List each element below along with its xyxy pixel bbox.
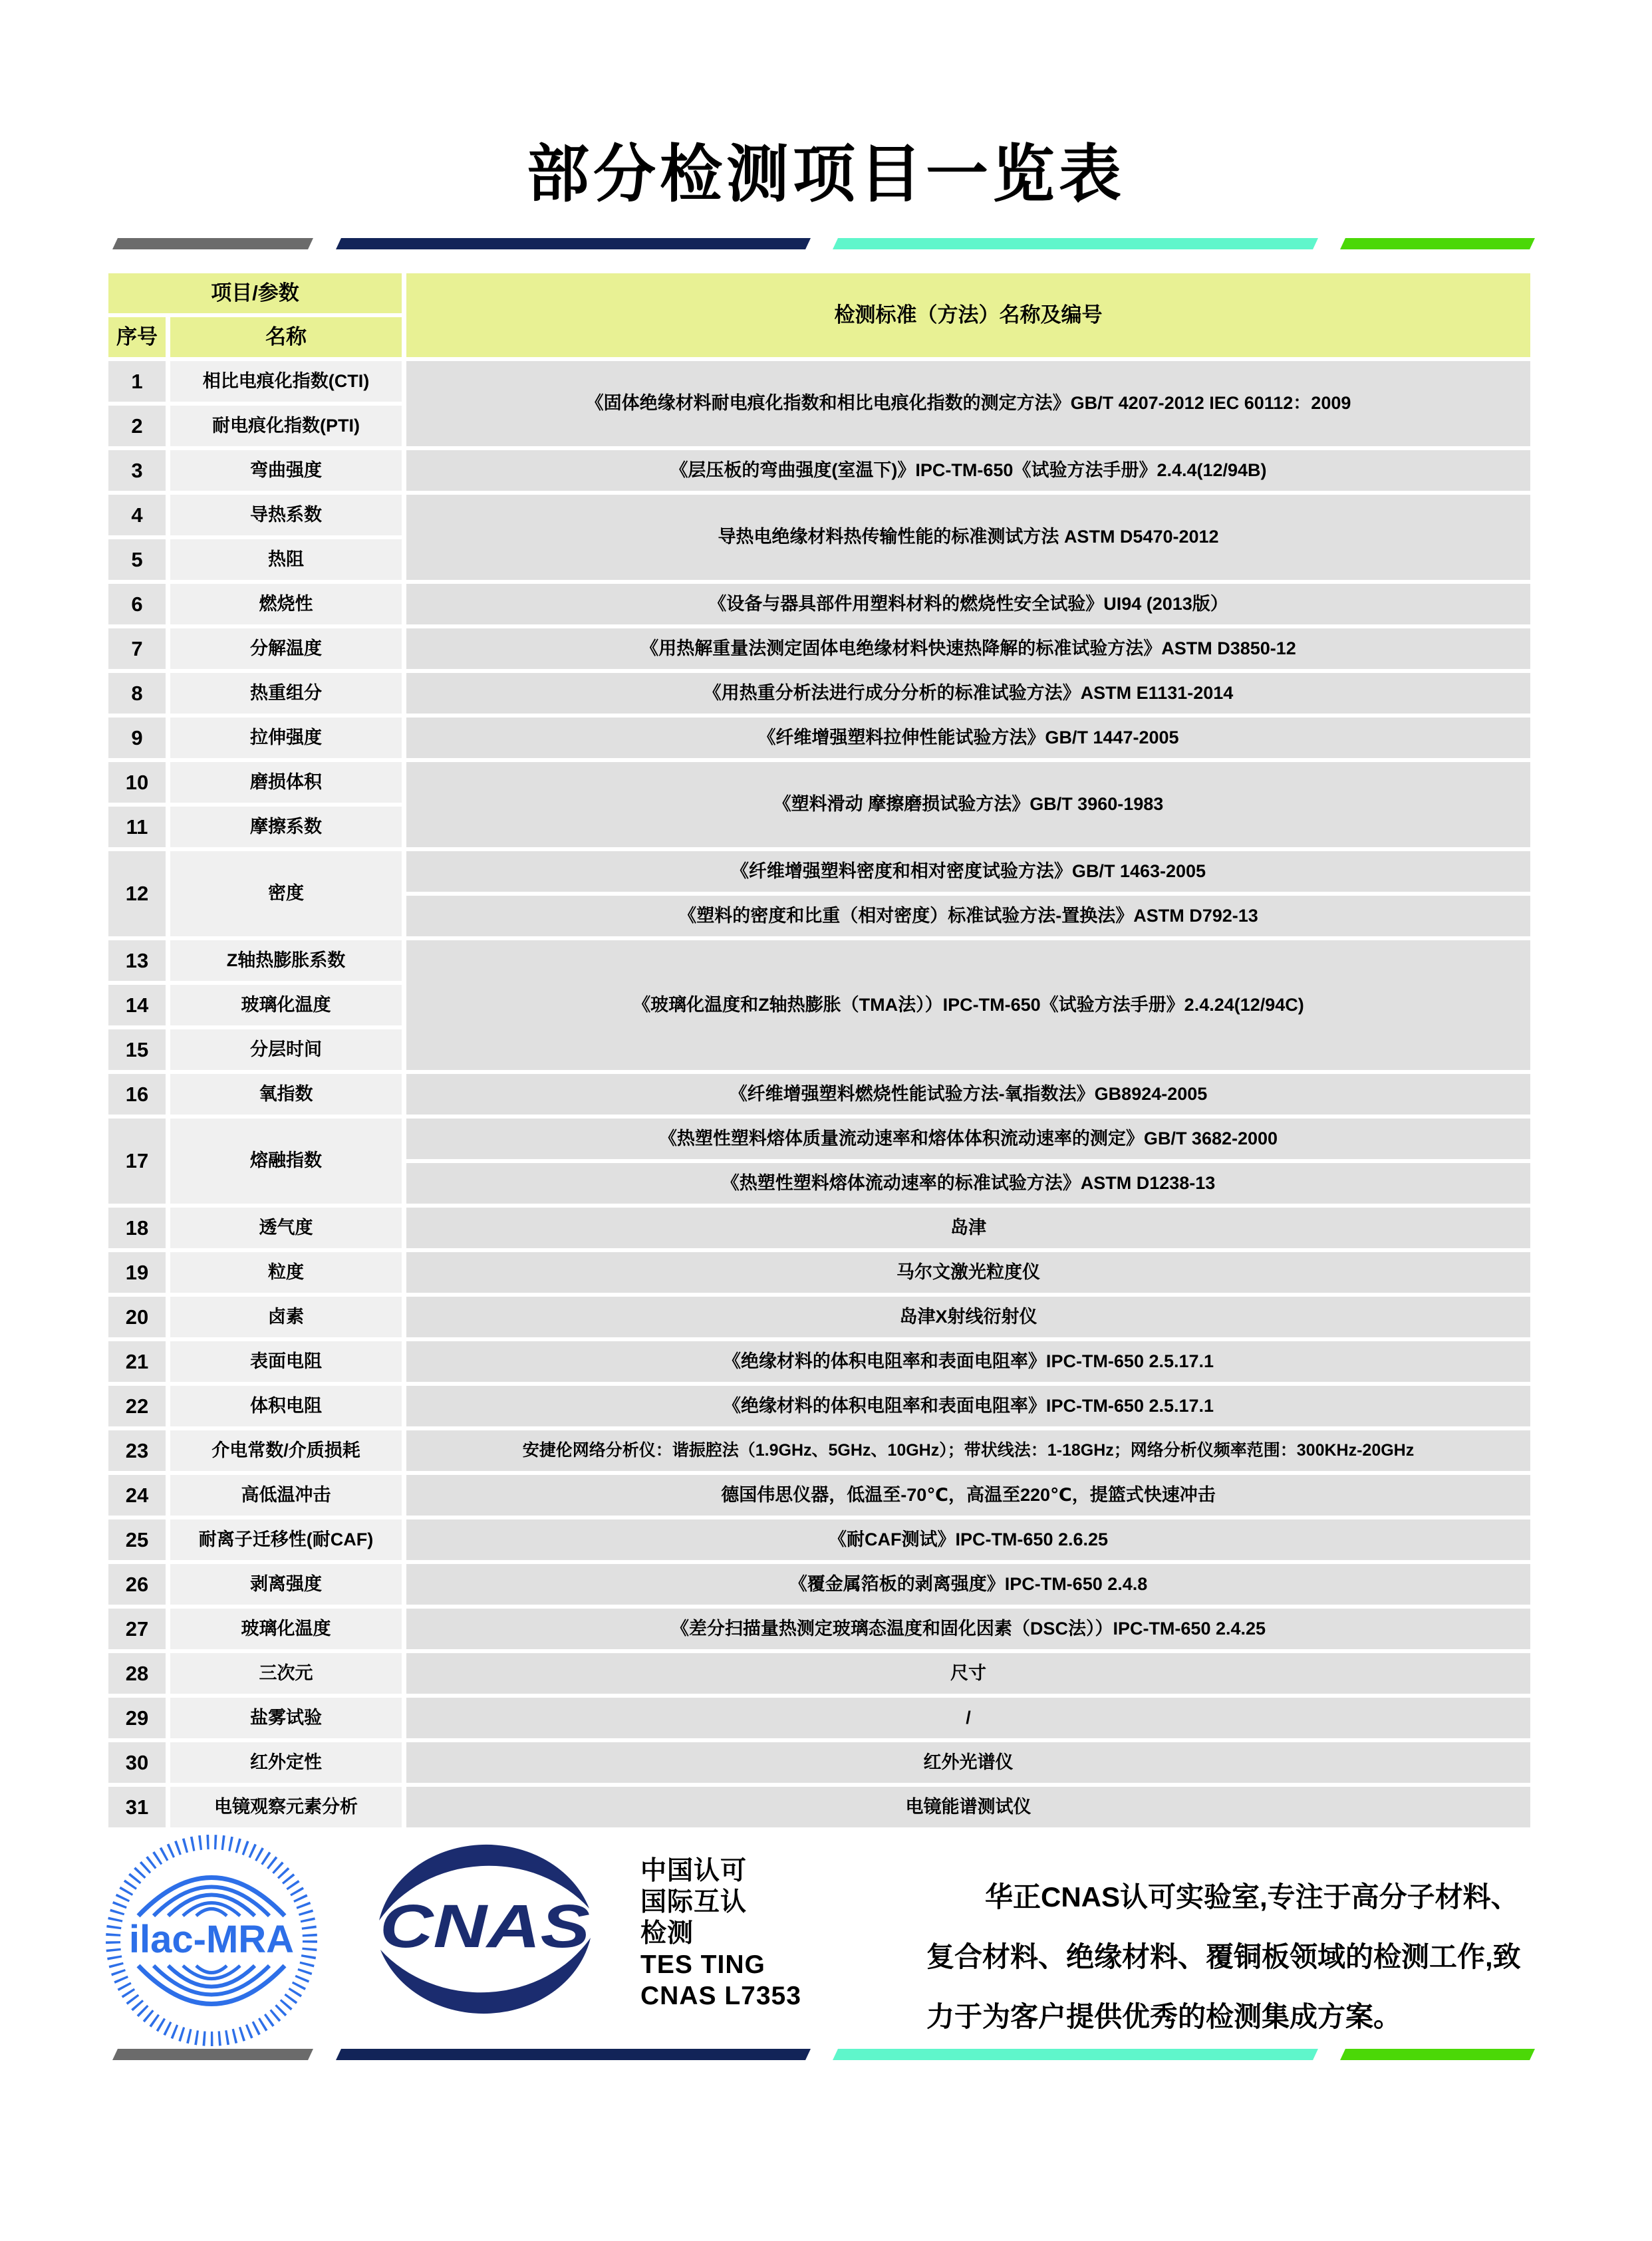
row-seq: 31 [108,1787,166,1827]
row-name: 热重组分 [170,673,402,714]
row-standard: 《塑料滑动 摩擦磨损试验方法》GB/T 3960-1983 [406,762,1530,847]
row-seq: 20 [108,1297,166,1337]
cnas-mark-line: 检测 [640,1919,694,1948]
row-standard: 《耐CAF测试》IPC-TM-650 2.6.25 [406,1519,1530,1560]
row-standard: 《差分扫描量热测定玻璃态温度和固化因素（DSC法））IPC-TM-650 2.4.25 [406,1609,1530,1649]
table-row [108,1208,1530,1248]
row-standard: 《绝缘材料的体积电阻率和表面电阻率》IPC-TM-650 2.5.17.1 [406,1341,1530,1382]
divider-segment-green [1340,238,1535,249]
row-name: 体积电阻 [170,1386,402,1426]
cnas-logo-text: CNAS [380,1893,590,1960]
table-row [108,673,1530,714]
row-name: 磨损体积 [170,762,402,803]
row-seq: 19 [108,1252,166,1293]
table-row [108,1742,1530,1783]
lab-description-line: 复合材料、绝缘材料、覆铜板领域的检测工作,致 [926,1941,1521,1972]
lab-description [926,1867,1538,2047]
table-row [108,1787,1530,1827]
row-name: 耐离子迁移性(耐CAF) [170,1519,402,1560]
footer [0,1822,1652,2048]
header-standard-label: 检测标准（方法）名称及编号 [406,273,1530,357]
row-name: 透气度 [170,1208,402,1248]
row-standard: 尺寸 [406,1653,1530,1694]
row-seq: 26 [108,1564,166,1605]
row-name: 耐电痕化指数(PTI) [170,406,402,446]
row-seq: 7 [108,628,166,669]
row-standard: 岛津X射线衍射仪 [406,1297,1530,1337]
table-row [108,1653,1530,1694]
row-name: 介电常数/介质损耗 [170,1430,402,1471]
row-standard: 红外光谱仪 [406,1742,1530,1783]
page-title: 部分检测项目一览表 [526,139,1125,209]
divider-segment-green [1340,2049,1535,2060]
table-row [108,450,1530,491]
test-items-table [104,269,1535,1831]
row-seq: 4 [108,495,166,535]
row-name: 分层时间 [170,1029,402,1070]
row-seq: 9 [108,718,166,758]
ilac-mra-logo [102,1833,321,2049]
bottom-divider [115,2049,1532,2060]
row-name: 剥离强度 [170,1564,402,1605]
header-name-label: 名称 [170,317,402,357]
lab-description-line: 力于为客户提供优秀的检测集成方案。 [926,2001,1402,2032]
divider-segment-navy [336,238,811,249]
row-seq: 5 [108,539,166,580]
row-name: 拉伸强度 [170,718,402,758]
table-row [108,1698,1530,1738]
divider-segment-gray [112,238,313,249]
table-row [108,1475,1530,1516]
row-standard: 岛津 [406,1208,1530,1248]
row-standard: 《设备与器具部件用塑料材料的燃烧性安全试验》UI94 (2013版） [406,584,1530,624]
row-standard: 《热塑性塑料熔体流动速率的标准试验方法》ASTM D1238-13 [406,1163,1530,1204]
cnas-mark-line: 中国认可 [640,1857,748,1885]
row-standard: 马尔文激光粒度仪 [406,1252,1530,1293]
row-name: 热阻 [170,539,402,580]
row-standard: 导热电绝缘材料热传输性能的标准测试方法 ASTM D5470-2012 [406,495,1530,580]
table-row [108,1430,1530,1471]
row-standard: 《热塑性塑料熔体质量流动速率和熔体体积流动速率的测定》GB/T 3682-2000 [406,1119,1530,1159]
row-standard: 《用热重分析法进行成分分析的标准试验方法》ASTM E1131-2014 [406,673,1530,714]
row-seq: 18 [108,1208,166,1248]
row-standard: 电镜能谱测试仪 [406,1787,1530,1827]
row-standard: 《用热解重量法测定固体电绝缘材料快速热降解的标准试验方法》ASTM D3850-12 [406,628,1530,669]
row-seq: 8 [108,673,166,714]
table-row [108,628,1530,669]
row-standard: 安捷伦网络分析仪：谐振腔法（1.9GHz、5GHz、10GHz）；带状线法：1-18GHz；网络分析仪频率范围：300KHz-20GHz [406,1430,1530,1471]
row-standard: 《塑料的密度和比重（相对密度）标准试验方法-置换法》ASTM D792-13 [406,896,1530,936]
row-seq: 12 [108,851,166,936]
table-row [108,718,1530,758]
top-divider [115,238,1532,249]
table-row [108,1074,1530,1115]
row-seq: 28 [108,1653,166,1694]
row-seq: 30 [108,1742,166,1783]
table-row [108,851,1530,892]
row-name: 玻璃化温度 [170,985,402,1025]
row-standard: 《纤维增强塑料拉伸性能试验方法》GB/T 1447-2005 [406,718,1530,758]
table-row [108,1519,1530,1560]
ilac-mra-logo-text: ilac-MRA [128,1918,295,1961]
cnas-logo [370,1833,600,2026]
row-seq: 14 [108,985,166,1025]
divider-segment-teal [833,238,1318,249]
table-row [108,1609,1530,1649]
row-standard: 《纤维增强塑料密度和相对密度试验方法》GB/T 1463-2005 [406,851,1530,892]
row-seq: 24 [108,1475,166,1516]
row-name: 盐雾试验 [170,1698,402,1738]
table-row [108,762,1530,803]
lab-description-line: 华正CNAS认可实验室,专注于高分子材料、 [985,1881,1519,1912]
cnas-mark-line: 国际互认 [640,1888,748,1916]
row-seq: 13 [108,940,166,981]
row-name: 弯曲强度 [170,450,402,491]
row-name: 卤素 [170,1297,402,1337]
row-name: 燃烧性 [170,584,402,624]
divider-segment-gray [112,2049,313,2060]
row-seq: 25 [108,1519,166,1560]
row-seq: 10 [108,762,166,803]
table-row [108,361,1530,402]
cnas-mark-line: CNAS L7353 [640,1982,801,2010]
row-name: 三次元 [170,1653,402,1694]
row-seq: 6 [108,584,166,624]
row-name: 熔融指数 [170,1119,402,1204]
row-seq: 21 [108,1341,166,1382]
row-name: 相比电痕化指数(CTI) [170,361,402,402]
row-name: 粒度 [170,1252,402,1293]
row-seq: 11 [108,807,166,847]
row-seq: 27 [108,1609,166,1649]
table-row [108,1564,1530,1605]
divider-segment-teal [833,2049,1318,2060]
row-name: Z轴热膨胀系数 [170,940,402,981]
row-standard: 德国伟思仪器，低温至-70℃，高温至220℃，提篮式快速冲击 [406,1475,1530,1516]
row-name: 表面电阻 [170,1341,402,1382]
row-standard: 《玻璃化温度和Z轴热膨胀（TMA法））IPC-TM-650《试验方法手册》2.4.24(12/94C) [406,940,1530,1070]
row-seq: 17 [108,1119,166,1204]
row-seq: 2 [108,406,166,446]
row-seq: 15 [108,1029,166,1070]
row-name: 红外定性 [170,1742,402,1783]
row-seq: 29 [108,1698,166,1738]
row-seq: 1 [108,361,166,402]
header-group-label: 项目/参数 [108,273,402,313]
row-standard: 《纤维增强塑料燃烧性能试验方法-氧指数法》GB8924-2005 [406,1074,1530,1115]
row-name: 摩擦系数 [170,807,402,847]
table-row [108,1386,1530,1426]
row-name: 氧指数 [170,1074,402,1115]
row-standard: 《绝缘材料的体积电阻率和表面电阻率》IPC-TM-650 2.5.17.1 [406,1386,1530,1426]
table-row [108,1252,1530,1293]
row-seq: 3 [108,450,166,491]
row-seq: 23 [108,1430,166,1471]
cnas-mark-line: TES TING [640,1950,765,1979]
table-row [108,1341,1530,1382]
table-row [108,495,1530,535]
header-row-group [108,273,1530,313]
row-name: 高低温冲击 [170,1475,402,1516]
cnas-mark-text [640,1855,801,2012]
row-standard: 《层压板的弯曲强度(室温下)》IPC-TM-650《试验方法手册》2.4.4(12/94B) [406,450,1530,491]
row-name: 玻璃化温度 [170,1609,402,1649]
row-seq: 16 [108,1074,166,1115]
header-seq-label: 序号 [108,317,166,357]
divider-segment-navy [336,2049,811,2060]
table-row [108,1297,1530,1337]
row-standard: 《覆金属箔板的剥离强度》IPC-TM-650 2.4.8 [406,1564,1530,1605]
row-standard: 《固体绝缘材料耐电痕化指数和相比电痕化指数的测定方法》GB/T 4207-2012 IEC 60112：2009 [406,361,1530,446]
table-row [108,584,1530,624]
row-name: 分解温度 [170,628,402,669]
row-seq: 22 [108,1386,166,1426]
table-row [108,1119,1530,1159]
row-name: 导热系数 [170,495,402,535]
table-row [108,940,1530,981]
row-name: 密度 [170,851,402,936]
row-name: 电镜观察元素分析 [170,1787,402,1827]
row-standard: / [406,1698,1530,1738]
